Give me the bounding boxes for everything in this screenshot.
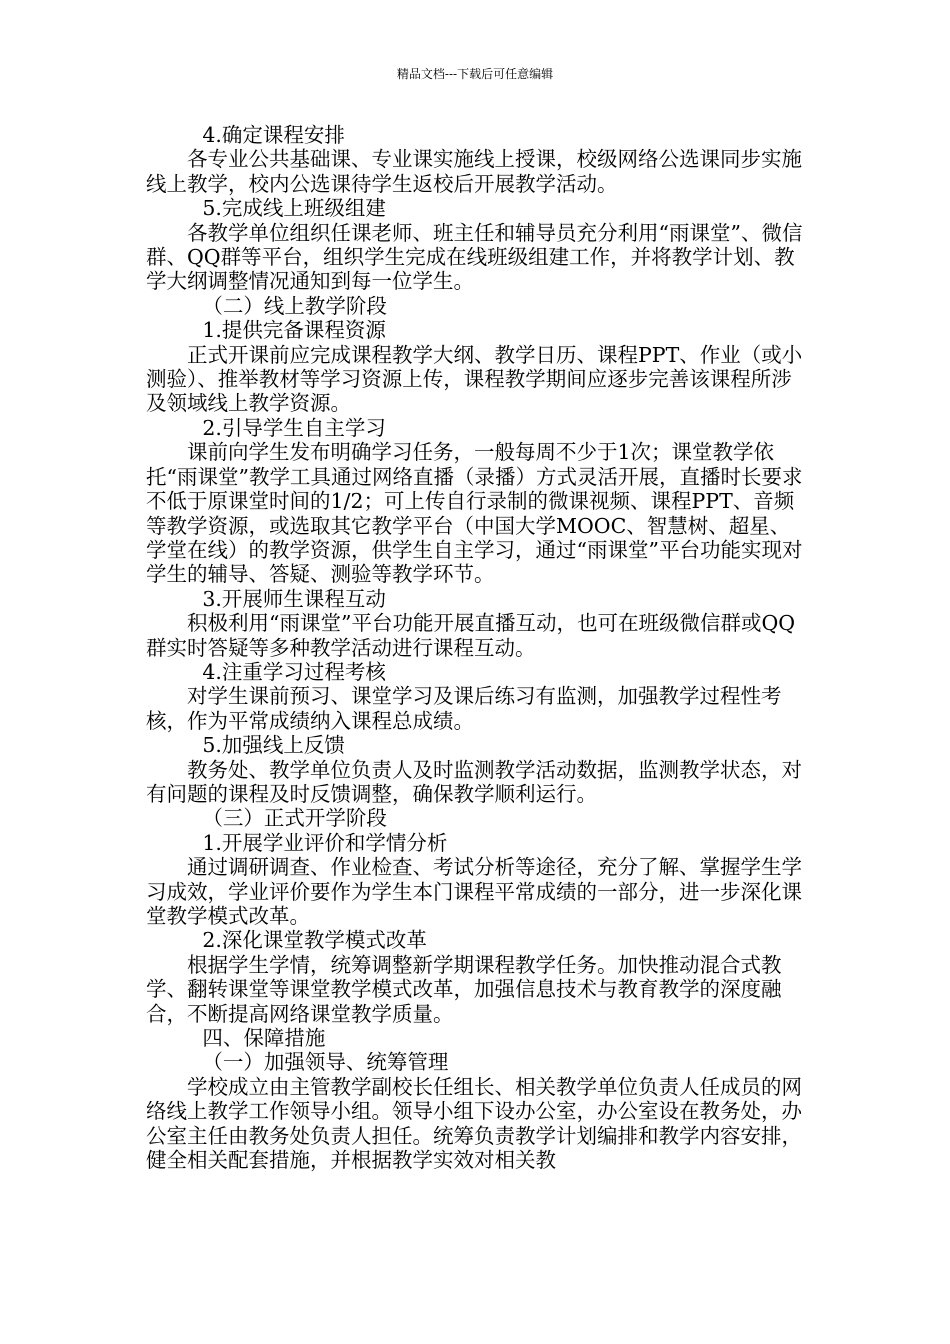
paragraph: 根据学生学情，统筹调整新学期课程教学任务。加快推动混合式教学、翻转课堂等课堂教学模式改革，加强信息技术与教育教学的深度融合，不断提高网络课堂教学质量。 [146,952,782,1026]
section-heading: 3.开展师生课程互动 [202,586,386,611]
section-heading: 5.完成线上班级组建 [202,196,386,221]
paragraph: 通过调研调查、作业检查、考试分析等途径，充分了解、掌握学生学习成效，学业评价要作为学生本门课程平常成绩的一部分，进一步深化课堂教学模式改革。 [146,855,802,928]
paragraph: 学校成立由主管教学副校长任组长、相关教学单位负责人任成员的网络线上教学工作领导小组。领导小组下设办公室，办公室设在教务处，办公室主任由教务处负责人担任。统筹负责教学计划编排和教学内容安排，健全相关配套措施，并根据教学实效对相关教 [146,1074,802,1173]
paragraph: 对学生课前预习、课堂学习及课后练习有监测，加强教学过程性考核，作为平常成绩纳入课程总成绩。 [146,684,782,733]
section-heading: 1.开展学业评价和学情分析 [202,830,448,855]
paragraph: 各专业公共基础课、专业课实施线上授课，校级网络公选课同步实施线上教学，校内公选课待学生返校后开展教学活动。 [146,147,802,196]
section-heading: （一）加强领导、统筹管理 [202,1050,449,1075]
section-heading: 2.深化课堂教学模式改革 [202,928,427,953]
section-heading: （二）线上教学阶段 [202,293,387,318]
section-heading: 4.注重学习过程考核 [202,659,386,684]
section-heading: 四、保障措施 [202,1026,326,1051]
section-heading: 5.加强线上反馈 [202,733,345,758]
document-body [146,123,810,1172]
section-heading: （三）正式开学阶段 [202,806,387,831]
section-heading: 1.提供完备课程资源 [202,318,386,343]
paragraph: 正式开课前应完成课程教学大纲、教学日历、课程PPT、作业（或小测验）、推举教材等学习资源上传，课程教学期间应逐步完善该课程所涉及领域线上教学资源。 [146,342,803,416]
paragraph: 教务处、教学单位负责人及时监测教学活动数据，监测教学状态，对有问题的课程及时反馈调整，确保教学顺利运行。 [146,757,802,806]
paragraph: 各教学单位组织任课老师、班主任和辅导员充分利用“雨课堂”、微信群、QQ群等平台，组织学生完成在线班级组建工作，并将教学计划、教学大纲调整情况通知到每一位学生。 [146,220,803,294]
section-heading: 2.引导学生自主学习 [202,415,386,440]
section-heading: 4.确定课程安排 [202,123,345,147]
paragraph: 积极利用“雨课堂”平台功能开展直播互动，也可在班级微信群或QQ群实时答疑等多种教学活动进行课程互动。 [146,611,796,660]
paragraph: 课前向学生发布明确学习任务，一般每周不少于1次；课堂教学依托“雨课堂”教学工具通过网络直播（录播）方式灵活开展，直播时长要求不低于原课堂时间的1/2；可上传自行录制的微课视频、课程PPT、音频等教学资源，或选取其它教学平台（中国大学MOOC、智慧树、超星、学堂在线）的教学资源，供学生自主学习，通过“雨课堂”平台功能实现对学生的辅导、答疑、测验等教学环节。 [146,440,803,587]
page-header: 精品文档---下载后可任意编辑 [396,67,554,81]
